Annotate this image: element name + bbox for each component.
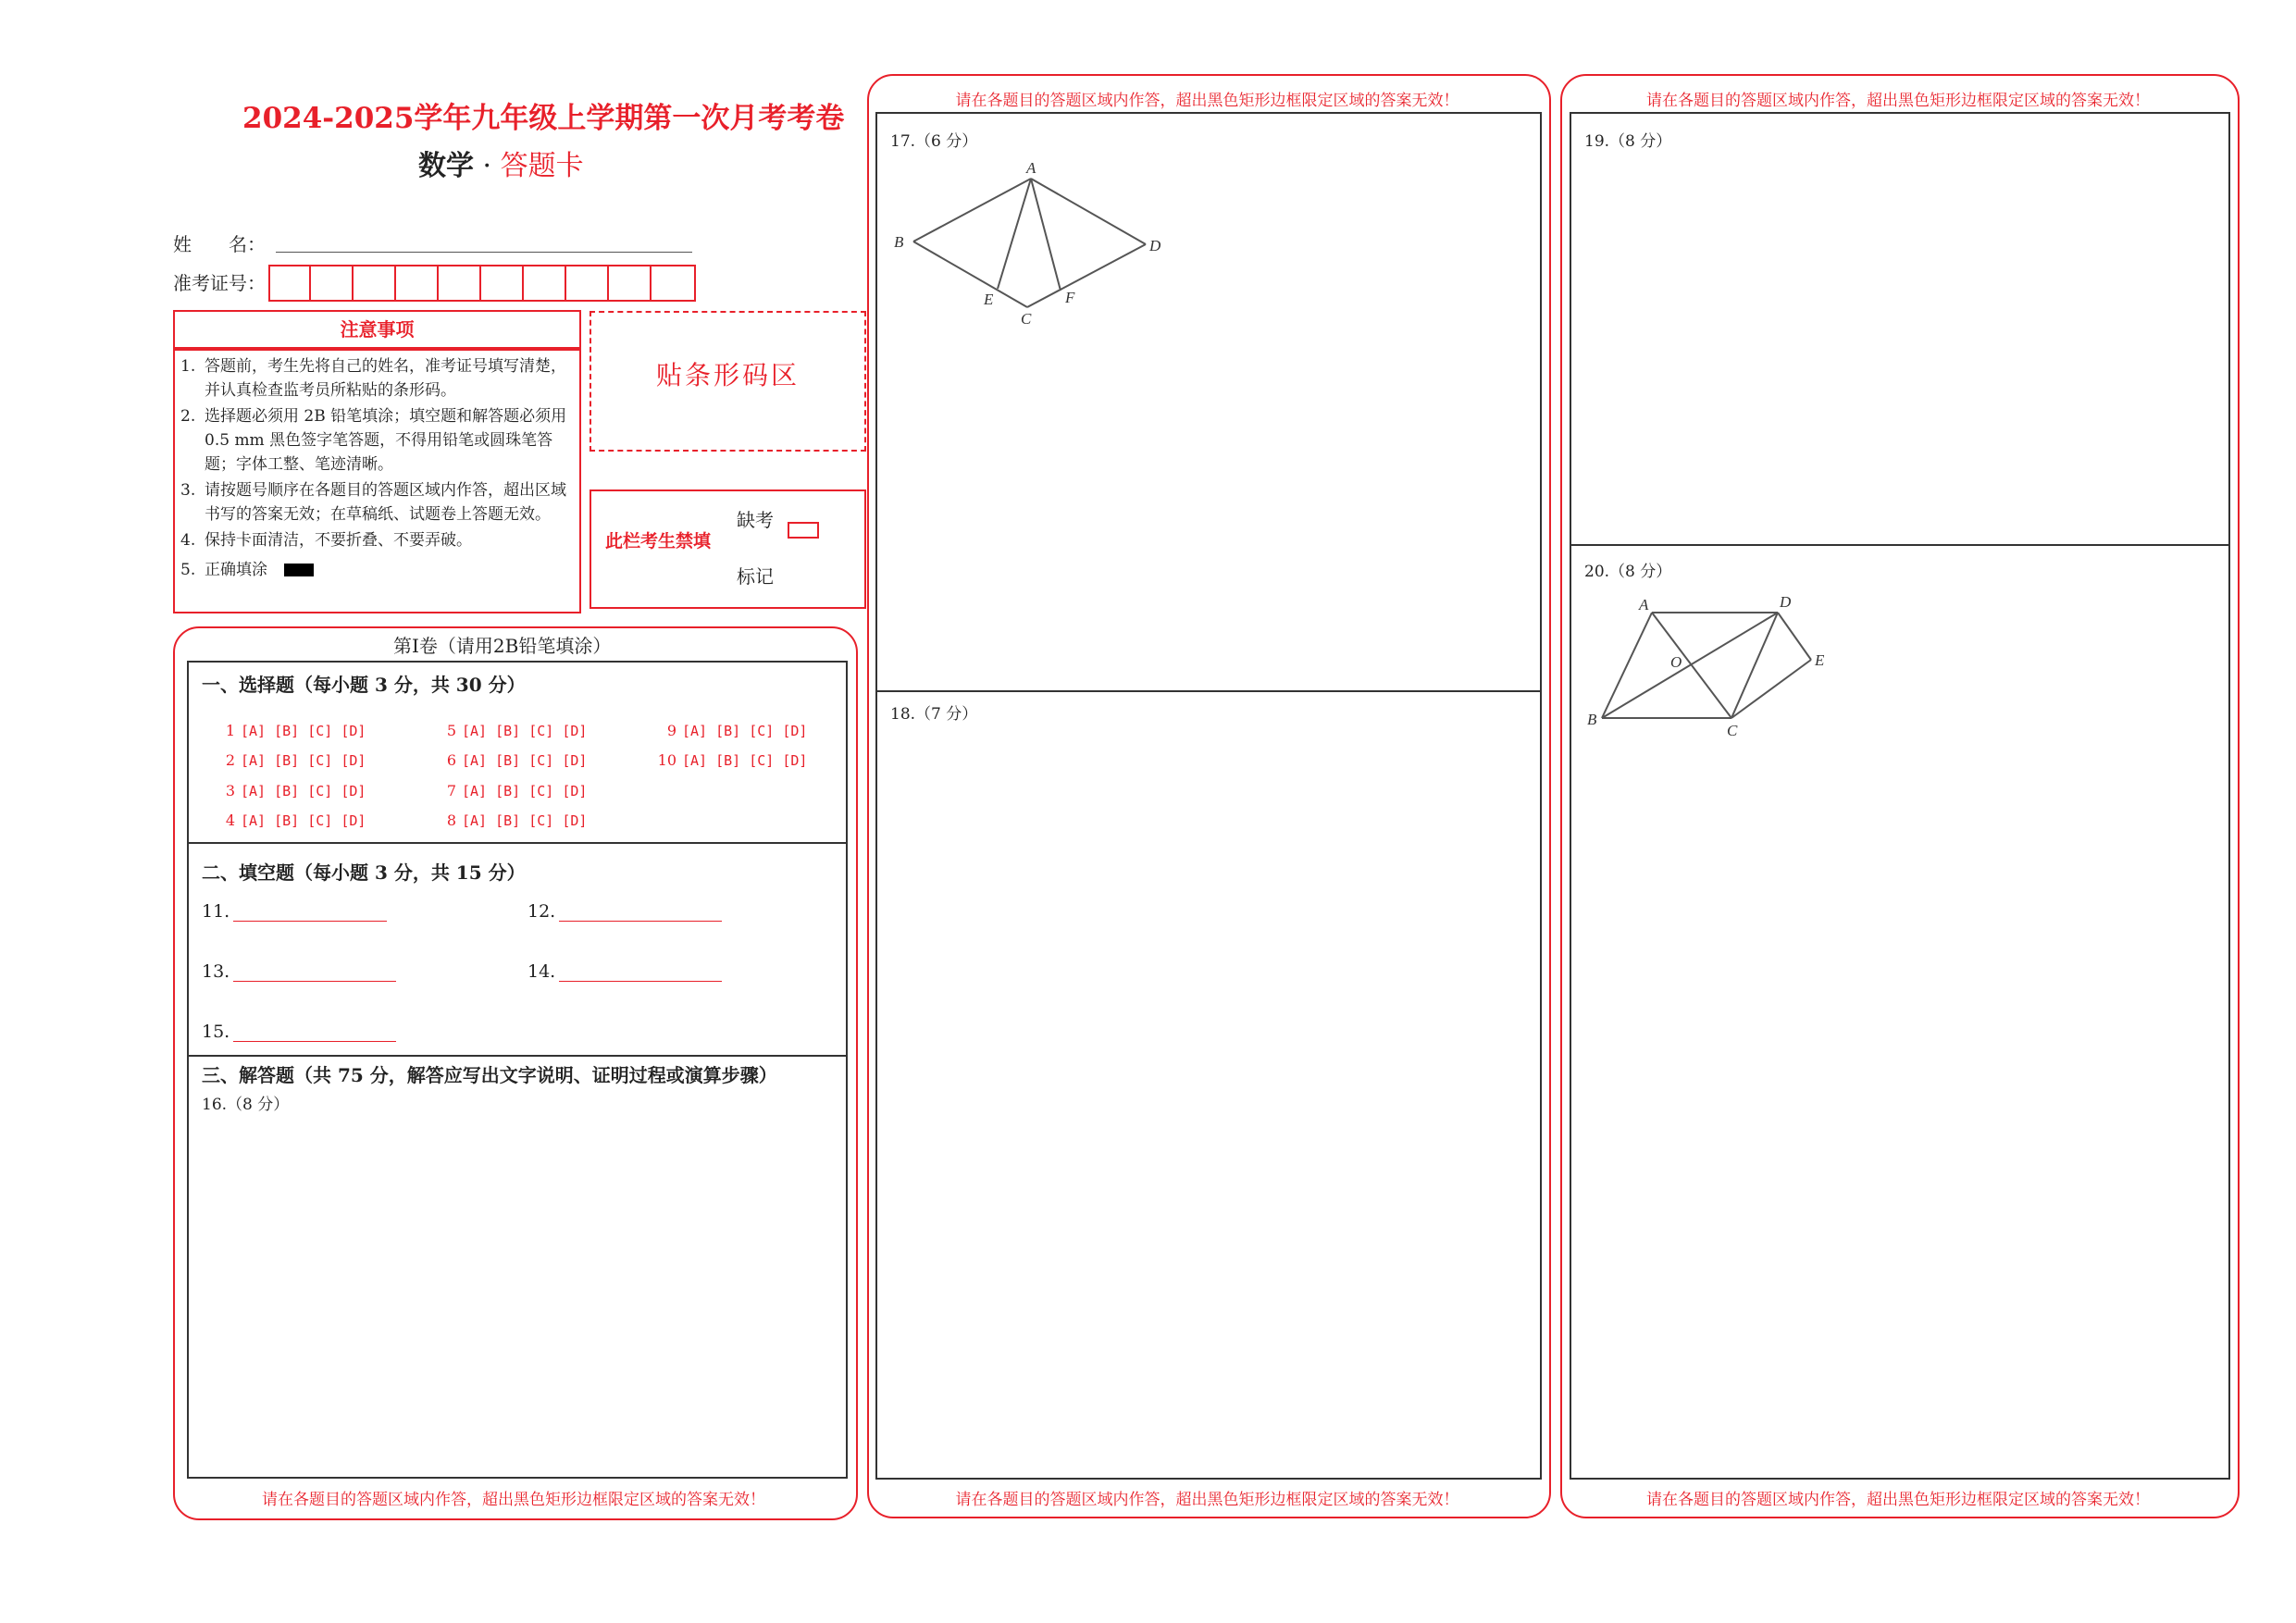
choice-q6[interactable]: 6 [A] [B] [C] [D] xyxy=(446,751,588,769)
exam-title: 2024-2025学年九年级上学期第一次月考考卷 xyxy=(242,102,845,135)
fig20-label-d: D xyxy=(1780,593,1792,611)
q16-answer-area[interactable] xyxy=(189,1115,842,1472)
q18-answer-area[interactable] xyxy=(877,726,1538,1474)
notice-heading-box xyxy=(173,310,581,349)
id-digit-cell[interactable] xyxy=(568,266,609,300)
choice-q3[interactable]: 3 [A] [B] [C] [D] xyxy=(225,782,366,799)
section-divider xyxy=(187,1055,846,1057)
fig17-label-c: C xyxy=(1021,310,1032,328)
choice-q7[interactable]: 7 [A] [B] [C] [D] xyxy=(446,782,588,799)
fig17-label-f: F xyxy=(1065,289,1075,306)
fig20-label-e: E xyxy=(1815,651,1825,669)
id-digit-cell[interactable] xyxy=(526,266,566,300)
notice-item: 2. 选择题必须用 2B 铅笔填涂；填空题和解答题必须用 0.5 mm 黑色签字笔答题，不得用铅笔或圆珠笔答题；字体工整、笔迹清晰。 xyxy=(180,407,567,474)
filled-sample-mark xyxy=(284,564,314,576)
choice-q8[interactable]: 8 [A] [B] [C] [D] xyxy=(446,812,588,829)
q20-answer-area[interactable] xyxy=(1571,750,2227,1474)
id-digit-cell[interactable] xyxy=(398,266,439,300)
absent-checkbox[interactable] xyxy=(788,522,819,539)
mark-label: 标记 xyxy=(737,565,774,588)
name-field[interactable] xyxy=(276,252,692,253)
notice-item: 5. 正确填涂 xyxy=(180,558,574,582)
notice-item: 3. 请按题号顺序在各题目的答题区域内作答，超出区域书写的答案无效；在草稿纸、试题卷上答题无效。 xyxy=(180,481,566,524)
fig20-label-c: C xyxy=(1727,722,1738,739)
q19-answer-area[interactable] xyxy=(1571,153,2227,541)
choice-q9[interactable]: 9 [A] [B] [C] [D] xyxy=(666,722,808,739)
solve-section-title: 三、解答题（共 75 分，解答应写出文字说明、证明过程或演算步骤） xyxy=(202,1064,777,1086)
q19-label: 19.（8 分） xyxy=(1584,132,1672,151)
fig17-label-e: E xyxy=(984,291,994,308)
fig20-label-b: B xyxy=(1587,711,1597,728)
warning-text: 请在各题目的答题区域内作答，超出黑色矩形边框限定区域的答案无效！ xyxy=(955,1491,1459,1509)
absent-label: 缺考 xyxy=(737,509,774,531)
warning-text: 请在各题目的答题区域内作答，超出黑色矩形边框限定区域的答案无效！ xyxy=(955,92,1459,110)
fig17-label-a: A xyxy=(1026,159,1036,177)
id-digit-cell[interactable] xyxy=(483,266,524,300)
blank-q12[interactable]: 12. xyxy=(527,901,722,922)
question-divider xyxy=(875,690,1540,692)
name-label: 姓 名： xyxy=(173,233,266,255)
fig17-label-b: B xyxy=(894,233,904,251)
choice-q10[interactable]: 10 [A] [B] [C] [D] xyxy=(657,751,808,769)
barcode-label: 贴条形码区 xyxy=(655,360,800,390)
q17-label: 17.（6 分） xyxy=(890,132,978,151)
id-digit-cell[interactable] xyxy=(355,266,396,300)
subject-label: 数学 xyxy=(418,150,474,182)
choice-q2[interactable]: 2 [A] [B] [C] [D] xyxy=(225,751,366,769)
exam-id-grid[interactable] xyxy=(268,265,696,302)
notice-list xyxy=(180,354,574,584)
notice-heading: 注意事项 xyxy=(340,318,415,341)
blank-section-title: 二、填空题（每小题 3 分，共 15 分） xyxy=(202,861,526,884)
barcode-area xyxy=(590,311,866,452)
section-divider xyxy=(187,842,846,844)
choice-q5[interactable]: 5 [A] [B] [C] [D] xyxy=(446,722,588,739)
blank-q15[interactable]: 15. xyxy=(202,1022,396,1042)
id-digit-cell[interactable] xyxy=(270,266,311,300)
id-digit-cell[interactable] xyxy=(441,266,481,300)
question-divider xyxy=(1570,544,2228,546)
q17-answer-area[interactable] xyxy=(877,342,1538,688)
choice-q1[interactable]: 1 [A] [B] [C] [D] xyxy=(225,722,366,739)
notice-item: 4. 保持卡面清洁，不要折叠、不要弄破。 xyxy=(180,531,472,550)
part1-title: 第Ⅰ卷（请用2B铅笔填涂） xyxy=(393,635,612,657)
no-fill-label: 此栏考生禁填 xyxy=(605,531,712,551)
warning-text: 请在各题目的答题区域内作答，超出黑色矩形边框限定区域的答案无效！ xyxy=(1646,92,2150,110)
warning-text: 请在各题目的答题区域内作答，超出黑色矩形边框限定区域的答案无效！ xyxy=(262,1491,765,1509)
q18-label: 18.（7 分） xyxy=(890,705,978,724)
notice-item: 1. 答题前，考生先将自己的姓名，准考证号填写清楚，并认真检查监考员所粘贴的条形码。 xyxy=(180,357,566,400)
id-digit-cell[interactable] xyxy=(611,266,652,300)
q20-label: 20.（8 分） xyxy=(1584,563,1672,581)
choice-q4[interactable]: 4 [A] [B] [C] [D] xyxy=(225,812,366,829)
blank-q13[interactable]: 13. xyxy=(202,961,396,982)
card-label: 答题卡 xyxy=(500,150,584,182)
fig20-label-o: O xyxy=(1670,653,1682,671)
id-digit-cell[interactable] xyxy=(313,266,354,300)
card-subtitle xyxy=(418,142,584,183)
q16-label: 16.（8 分） xyxy=(202,1096,290,1114)
fig20-label-a: A xyxy=(1639,596,1649,613)
warning-text: 请在各题目的答题区域内作答，超出黑色矩形边框限定区域的答案无效！ xyxy=(1646,1491,2150,1509)
blank-q14[interactable]: 14. xyxy=(527,961,722,982)
id-label: 准考证号： xyxy=(173,272,266,294)
separator-dot: · xyxy=(482,150,492,182)
q20-figure xyxy=(1578,588,1855,745)
fig17-label-d: D xyxy=(1149,237,1161,254)
blank-q11[interactable]: 11. xyxy=(202,901,387,922)
q17-figure xyxy=(888,153,1175,338)
choice-section-title: 一、选择题（每小题 3 分，共 30 分） xyxy=(202,674,526,696)
